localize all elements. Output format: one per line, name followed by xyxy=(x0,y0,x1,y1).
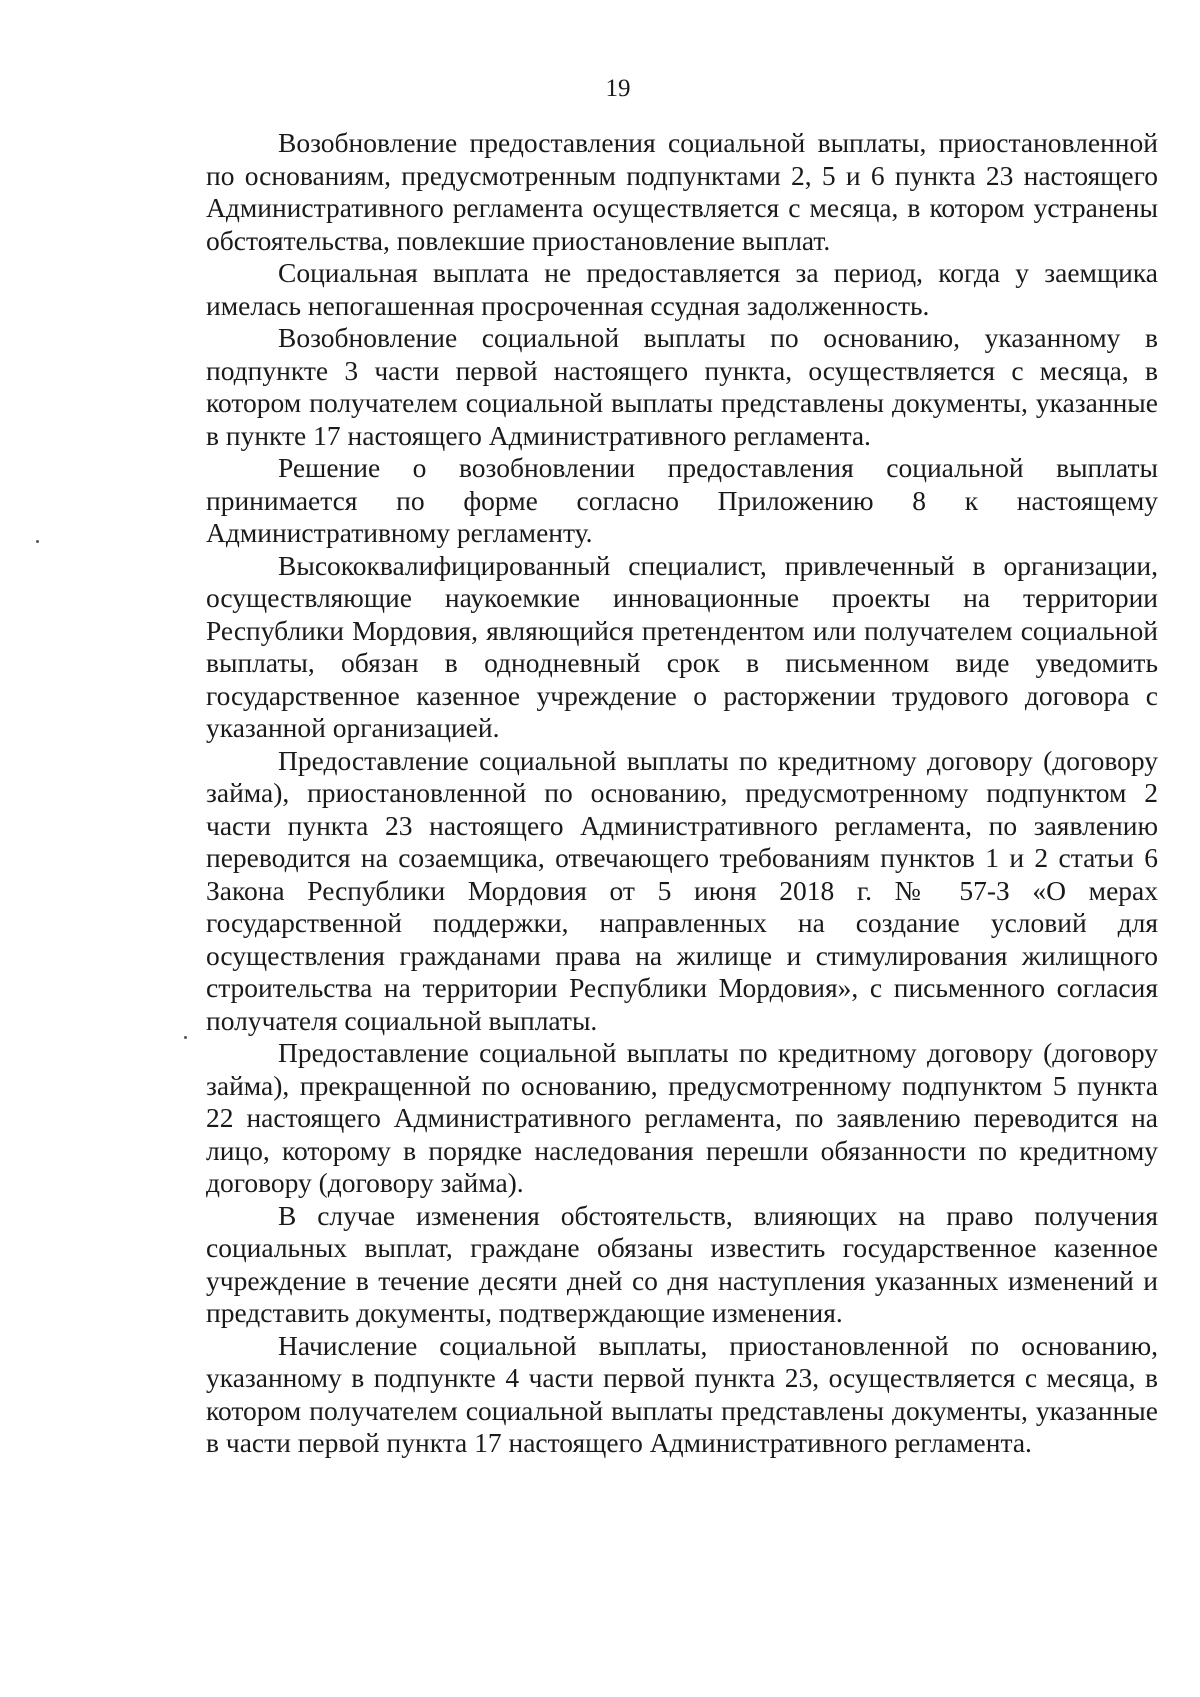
paragraph-resumption-subpoint-3: Возобновление социальной выплаты по основанию, указанному в подпункте 3 части первой настоящего пункта, осуществляется с месяца, в котором получателем социальной выплаты представлены документы, указанные в пункте 17 настоящего Административного регламента. xyxy=(206,322,1158,451)
page-number: 19 xyxy=(605,75,631,102)
paragraph-accrual-subpoint-4: Начисление социальной выплаты, приостановленной по основанию, указанному в подпункте 4 части первой пункта 23, осуществляется с месяца, в котором получателем социальной выплаты представлены документы, указанные в части первой пункта 17 настоящего Административного регламента. xyxy=(206,1329,1158,1458)
paragraph-specialist-notification: Высококвалифицированный специалист, привлеченный в организации, осуществляющие наукоемкие инновационные проекты на территории Республики Мордовия, являющийся претендентом или получателем социальной выплаты, обязан в однодневный срок в письменном виде уведомить государственное казенное учреждение о расторжении трудового договора с указанной организацией. xyxy=(206,549,1158,743)
scan-speck xyxy=(36,540,39,543)
scan-speck xyxy=(184,1036,187,1039)
paragraph-transfer-to-coborrower: Предоставление социальной выплаты по кредитному договору (договору займа), приостановленной по основанию, предусмотренному подпунктом 2 части пункта 23 настоящего Административного регламента, по заявлению переводится на созаемщика, отвечающего требованиям пунктов 1 и 2 статьи 6 Закона Республики Мордовия от 5 июня 2018 г. № 57-З «О мерах государственной поддержки, направленных на создание условий для осуществления гражданами права на жилище и стимулирования жилищного строительства на территории Республики Мордовия», с письменного согласия получателя социальной выплаты. xyxy=(206,744,1158,1036)
paragraph-resumption-suspended: Возобновление предоставления социальной выплаты, приостановленной по основаниям, предусмотренным подпунктами 2, 5 и 6 пункта 23 настоящего Административного регламента осуществляется с месяца, в котором устранены обстоятельства, повлекшие приостановление выплат. xyxy=(206,127,1158,256)
document-body xyxy=(206,127,1158,1460)
paragraph-change-of-circumstances: В случае изменения обстоятельств, влияющих на право получения социальных выплат, граждане обязаны известить государственное казенное учреждение в течение десяти дней со дня наступления указанных изменений и представить документы, подтверждающие изменения. xyxy=(206,1199,1158,1328)
paragraph-transfer-to-heir: Предоставление социальной выплаты по кредитному договору (договору займа), прекращенной по основанию, предусмотренному подпунктом 5 пункта 22 настоящего Административного регламента, по заявлению переводится на лицо, которому в порядке наследования перешли обязанности по кредитному договору (договору займа). xyxy=(206,1037,1158,1198)
paragraph-resumption-decision: Решение о возобновлении предоставления социальной выплаты принимается по форме согласно Приложению 8 к настоящему Административному регламенту. xyxy=(206,452,1158,548)
paragraph-no-payment-overdue-debt: Социальная выплата не предоставляется за период, когда у заемщика имелась непогашенная просроченная ссудная задолженность. xyxy=(206,257,1158,321)
